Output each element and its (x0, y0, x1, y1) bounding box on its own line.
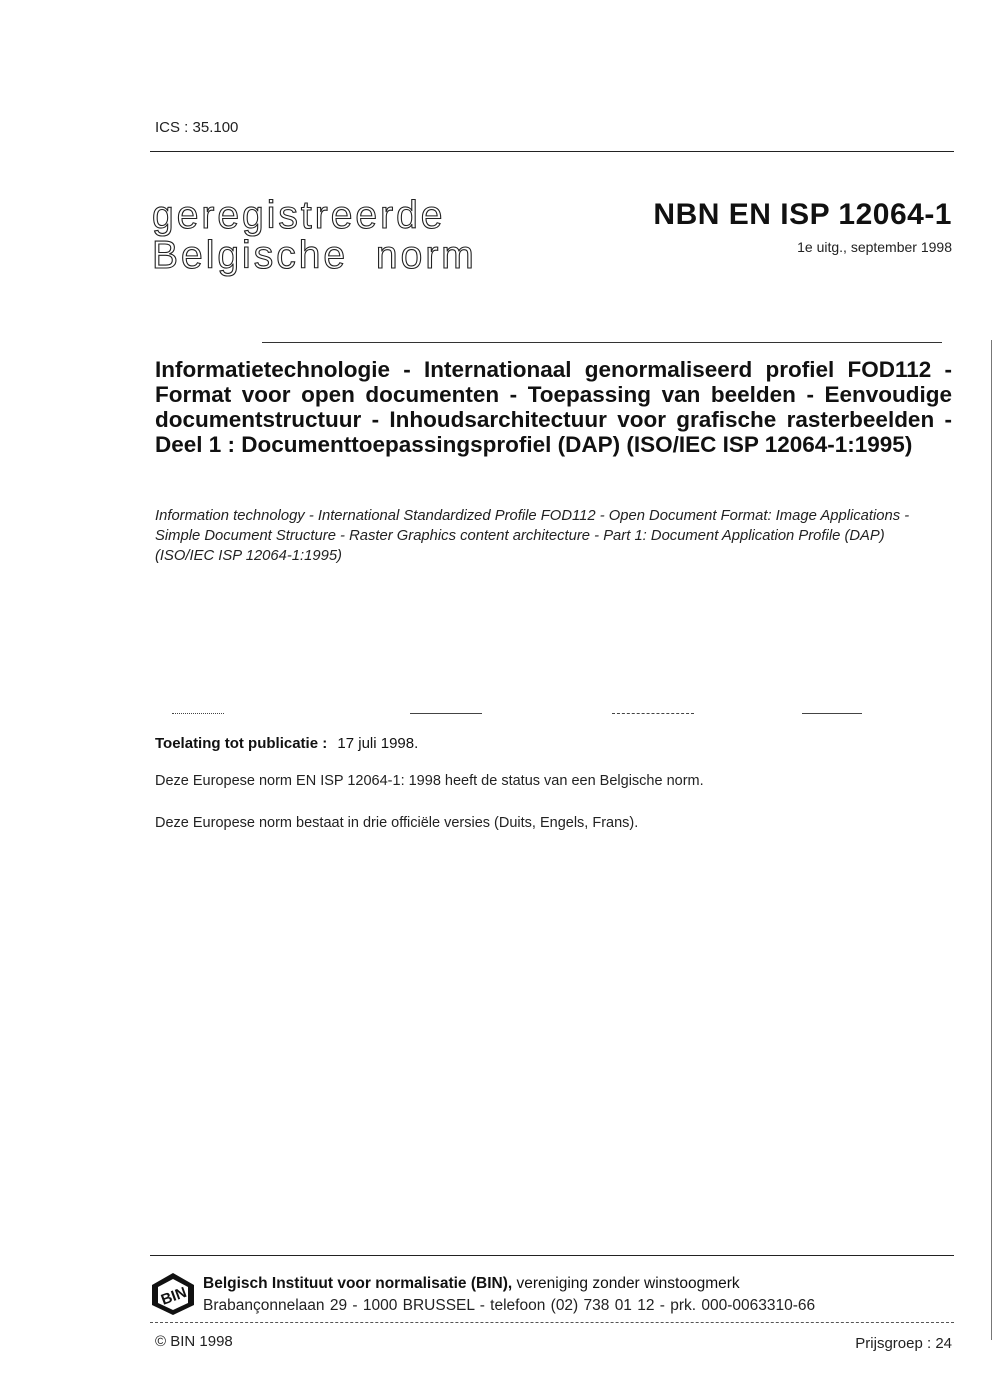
bin-logo-text: BIN (158, 1283, 189, 1309)
ics-code: ICS : 35.100 (155, 119, 239, 136)
publication-approval (155, 735, 418, 752)
page-edge-line (991, 340, 992, 1340)
english-title: Information technology - International Standardized Profile FOD112 - Open Document Format: Image Applications - Simple Document Structure - Raster Graphics content architecture - Part 1: Document Application Profile (DAP) (ISO/IEC ISP 12064-1:1995) (155, 508, 910, 564)
norm-number: NBN EN ISP 12064-1 (653, 198, 952, 231)
bin-logo-icon (150, 1271, 196, 1317)
top-divider (150, 151, 954, 152)
wordmark-line-2: Belgische norm (152, 234, 477, 277)
versions-paragraph: Deze Europese norm bestaat in drie officiële versies (Duits, Engels, Frans). (155, 815, 639, 831)
organization-title: Belgisch Instituut voor normalisatie (BIN), (203, 1275, 513, 1292)
separator-segment (410, 713, 482, 714)
separator-segment (172, 713, 224, 714)
copyright: © BIN 1998 (155, 1333, 233, 1350)
footer-divider-dashed (150, 1322, 954, 1323)
footer-divider (150, 1255, 954, 1256)
edition-date: 1e uitg., september 1998 (797, 239, 952, 255)
organization-address: Brabançonnelaan 29 - 1000 BRUSSEL - telefoon (02) 738 01 12 - prk. 000-0063310-66 (203, 1297, 816, 1314)
organization-type: vereniging zonder winstoogmerk (516, 1275, 740, 1292)
dutch-title: Informatietechnologie - Internationaal genormaliseerd profiel FOD112 - Format voor open documenten - Toepassing van beelden - Eenvoudige documentstructuur - Inhoudsarchitectuur voor grafische rasterbeelden - Deel 1 : Documenttoepassingsprofiel (DAP) (ISO/IEC ISP 12064-1:1995) (155, 357, 952, 457)
publication-approval-date: 17 juli 1998. (337, 735, 419, 752)
price-group: Prijsgroep : 24 (855, 1335, 952, 1352)
title-divider (262, 342, 942, 343)
organization-name (203, 1275, 740, 1293)
publication-approval-label: Toelating tot publicatie : (155, 735, 328, 752)
status-paragraph: Deze Europese norm EN ISP 12064-1: 1998 heeft de status van een Belgische norm. (155, 773, 704, 789)
wordmark-line-1: geregistreerde (152, 194, 446, 237)
registered-belgian-norm-wordmark (152, 196, 477, 276)
separator-segment (802, 713, 862, 714)
separator-segment (612, 713, 694, 714)
